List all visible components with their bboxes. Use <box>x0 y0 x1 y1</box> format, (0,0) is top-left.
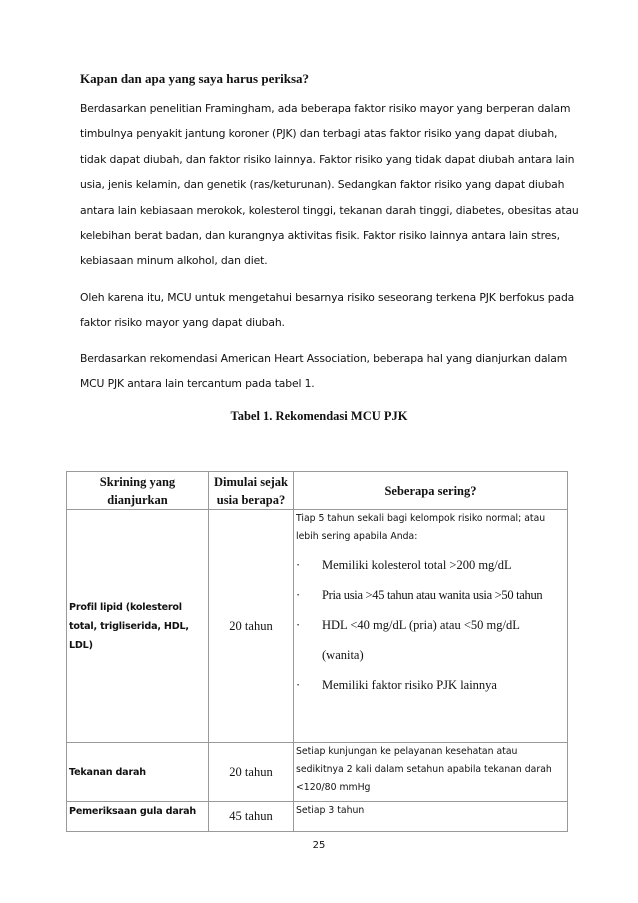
frequency-intro: Tiap 5 tahun sekali bagi kelompok risiko normal; atau lebih sering apabila Anda: <box>296 513 546 542</box>
bullet-mark: · <box>296 678 301 692</box>
cell-screening: Tekanan darah <box>67 743 209 802</box>
bullet-text: Memiliki faktor risiko PJK lainnya <box>322 678 497 692</box>
bullet-mark: · <box>296 588 301 602</box>
cell-start-age: 20 tahun <box>209 510 294 743</box>
table-header-row <box>67 472 568 510</box>
header-frequency: Seberapa sering? <box>294 472 568 510</box>
bullet-text: HDL <40 mg/dL (pria) atau <50 mg/dL <box>322 618 520 632</box>
cell-frequency <box>294 510 568 743</box>
paragraph-mcu-focus: Oleh karena itu, MCU untuk mengetahui besarnya risiko seseorang terkena PJK berfokus pada faktor risiko mayor yang dapat diubah. <box>80 291 575 330</box>
bullet-mark: · <box>296 558 301 572</box>
page-number: 25 <box>312 840 326 851</box>
cell-start-age: 45 tahun <box>209 802 294 832</box>
list-item <box>296 670 565 700</box>
table-row <box>67 802 568 832</box>
list-item <box>296 550 565 580</box>
table-row <box>67 743 568 802</box>
table-row <box>67 510 568 743</box>
list-item <box>296 610 565 640</box>
header-screening: Skrining yang dianjurkan <box>67 472 209 510</box>
bullet-continuation: (wanita) <box>322 648 364 662</box>
recommendation-table <box>66 471 568 832</box>
paragraph-aha-recommendation: Berdasarkan rekomendasi American Heart Association, beberapa hal yang dianjurkan dalam MCU PJK antara lain tercantum pada tabel 1. <box>80 352 568 391</box>
bullet-text: Pria usia >45 tahun atau wanita usia >50 tahun <box>322 588 543 602</box>
cell-screening: Profil lipid (kolesterol total, trigliserida, HDL, LDL) <box>67 510 209 743</box>
section-heading: Kapan dan apa yang saya harus periksa? <box>80 71 310 86</box>
table-caption: Tabel 1. Rekomendasi MCU PJK <box>230 409 408 423</box>
cell-frequency: Setiap 3 tahun <box>294 802 568 832</box>
list-item <box>296 580 565 610</box>
paragraph-framingham: Berdasarkan penelitian Framingham, ada beberapa faktor risiko mayor yang berperan dalam timbulnya penyakit jantung koroner (PJK) dan terbagi atas faktor risiko yang dapat diubah, tidak dapat diubah, dan faktor risiko lainnya. Faktor risiko yang tidak dapat diubah antara lain usia, jenis kelamin, dan genetik (ras/keturunan). Sedangkan faktor risiko yang dapat diubah antara lain kebiasaan merokok, kolesterol tinggi, tekanan darah tinggi, diabetes, obesitas atau kelebihan berat badan, dan kurangnya aktivitas fisik. Faktor risiko lainnya antara lain stres, kebiasaan minum alkohol, dan diet. <box>80 102 579 268</box>
header-start-age: Dimulai sejak usia berapa? <box>209 472 294 510</box>
cell-frequency: Setiap kunjungan ke pelayanan kesehatan atau sedikitnya 2 kali dalam setahun apabila tekanan darah <120/80 mmHg <box>294 743 568 802</box>
cell-screening: Pemeriksaan gula darah <box>67 802 209 832</box>
bullet-text: Memiliki kolesterol total >200 mg/dL <box>322 558 512 572</box>
cell-start-age: 20 tahun <box>209 743 294 802</box>
bullet-mark: · <box>296 618 301 632</box>
